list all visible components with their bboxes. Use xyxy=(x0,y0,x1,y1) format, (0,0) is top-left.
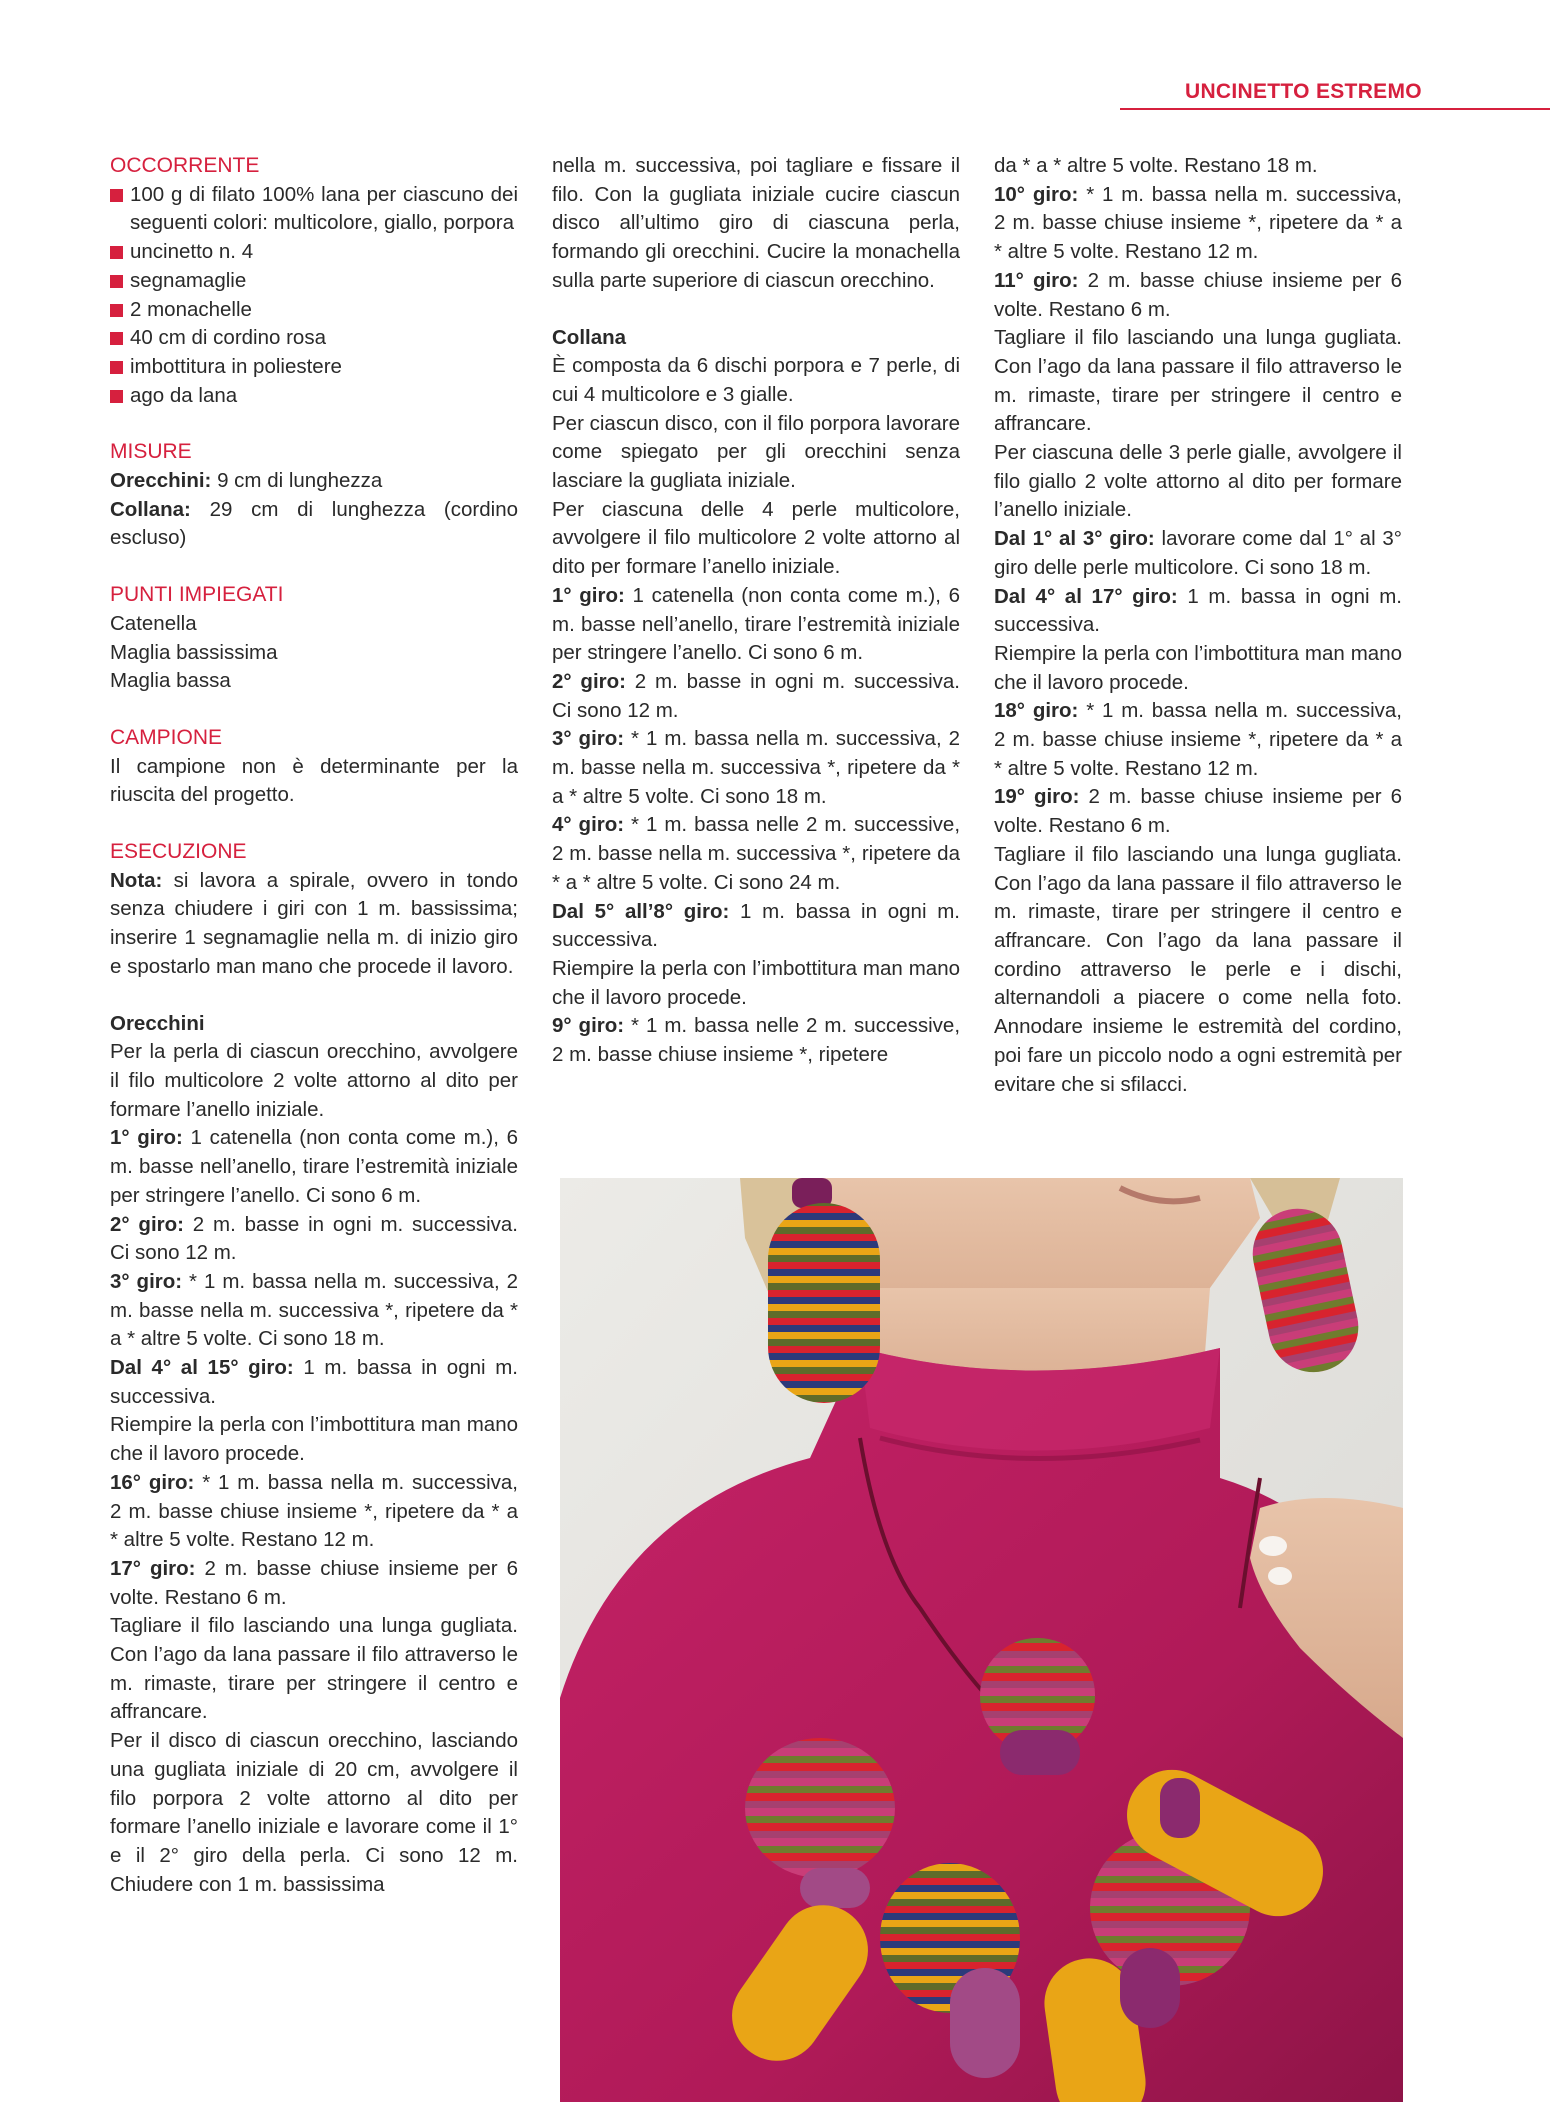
punto-item: Catenella xyxy=(110,611,197,635)
heading-esecuzione: ESECUZIONE xyxy=(110,840,247,864)
heading-orecchini: Orecchini xyxy=(110,1011,205,1035)
bullet-icon xyxy=(110,390,123,403)
instruction-row: 18° giro: * 1 m. bassa nella m. successiva, 2 m. basse chiuse insieme *, ripetere da * a * altre 5 volte. Restano 12 m. xyxy=(994,699,1402,780)
list-item: 100 g di filato 100% lana per ciascuno dei seguenti colori: multicolore, giallo, porpora xyxy=(110,181,518,238)
instruction-row: 9° giro: * 1 m. bassa nelle 2 m. successive, 2 m. basse chiuse insieme *, ripetere xyxy=(552,1014,961,1067)
bullet-icon xyxy=(110,246,123,259)
instruction-text: Per ciascun disco, con il filo porpora lavorare come spiegato per gli orecchini senza lasciare la gugliata iniziale. xyxy=(552,411,960,493)
instruction-row: 19° giro: 2 m. basse chiuse insieme per 6 volte. Restano 6 m. xyxy=(994,785,1402,838)
punto-item: Maglia bassissima xyxy=(110,640,278,664)
instruction-row: 3° giro: * 1 m. bassa nella m. successiva, 2 m. basse nella m. successiva *, ripetere da * a * altre 5 volte. Ci sono 18 m. xyxy=(110,1269,519,1351)
section-tag: UNCINETTO ESTREMO xyxy=(1185,80,1422,103)
nota-text: Nota: si lavora a spirale, ovvero in tondo senza chiudere i giri con 1 m. bassissima; inserire 1 segnamaglie nella m. di inizio giro e spostarlo man mano che procede il lavoro. xyxy=(110,868,518,978)
instruction-row: 17° giro: 2 m. basse chiuse insieme per 6 volte. Restano 6 m. xyxy=(110,1556,518,1609)
list-item: 40 cm di cordino rosa xyxy=(110,324,518,353)
instruction-text: Riempire la perla con l’imbottitura man mano che il lavoro procede. xyxy=(110,1413,518,1466)
collana-intro: È composta da 6 dischi porpora e 7 perle, di cui 4 multicolore e 3 gialle. xyxy=(552,354,960,406)
instruction-row: Dal 5° all’8° giro: 1 m. bassa in ogni m. successiva. xyxy=(552,899,960,952)
column-2 xyxy=(552,152,960,1070)
instruction-row: 3° giro: * 1 m. bassa nella m. successiva, 2 m. basse nella m. successiva *, ripetere da * a * altre 5 volte. Ci sono 18 m. xyxy=(552,727,961,808)
instruction-row: Dal 4° al 17° giro: 1 m. bassa in ogni m. successiva. xyxy=(994,584,1402,637)
bullet-icon xyxy=(110,332,123,345)
list-item: imbottitura in poliestere xyxy=(110,353,518,382)
list-item: ago da lana xyxy=(110,382,518,411)
instruction-row: 2° giro: 2 m. basse in ogni m. successiva. Ci sono 12 m. xyxy=(110,1212,519,1265)
orecchini-intro: Per la perla di ciascun orecchino, avvolgere il filo multicolore 2 volte attorno al dito per formare l’anello iniziale. xyxy=(110,1040,518,1121)
materials-list xyxy=(110,181,518,411)
heading-punti: PUNTI IMPIEGATI xyxy=(110,583,284,607)
instruction-row: Dal 1° al 3° giro: lavorare come dal 1° al 3° giro delle perle multicolore. Ci sono 18 m. xyxy=(994,527,1402,579)
instruction-row: Dal 4° al 15° giro: 1 m. bassa in ogni m. successiva. xyxy=(110,1356,518,1408)
heading-occorrente: OCCORRENTE xyxy=(110,154,260,177)
instruction-text: nella m. successiva, poi tagliare e fissare il filo. Con la gugliata iniziale cucire ciascun disco all’ultimo giro di ciascuna perla, formando gli orecchini. Cucire la monachella sulla parte superiore di ciascun orecchino. xyxy=(552,154,960,292)
campione-text: Il campione non è determinante per la riuscita del progetto. xyxy=(110,754,518,807)
bullet-icon xyxy=(110,189,123,202)
instruction-row: 4° giro: * 1 m. bassa nelle 2 m. successive, 2 m. basse nella m. successiva *, ripetere da * a * altre 5 volte. Ci sono 24 m. xyxy=(552,813,961,894)
instruction-text: Per ciascuna delle 4 perle multicolore, avvolgere il filo multicolore 2 volte attorno al dito per formare l’anello iniziale. xyxy=(552,497,960,579)
heading-campione: CAMPIONE xyxy=(110,725,223,749)
instruction-text: Tagliare il filo lasciando una lunga gugliata. Con l’ago da lana passare il filo attraverso le m. rimaste, tirare per stringere il centro e affrancare. xyxy=(110,1614,518,1724)
instruction-row: 2° giro: 2 m. basse in ogni m. successiva. Ci sono 12 m. xyxy=(552,669,961,722)
bullet-icon xyxy=(110,361,123,374)
instruction-text: Tagliare il filo lasciando una lunga gugliata. Con l’ago da lana passare il filo attraverso le m. rimaste, tirare per stringere il centro e affrancare. Con l’ago da lana passare il cordino attraverso le perle e i dischi, alternandoli a piacere o come nella foto. Annodare insieme le estremità del cordino, poi fare un piccolo nodo a ogni estremità per evitare che si sfilacci. xyxy=(994,842,1402,1096)
instruction-text: Tagliare il filo lasciando una lunga gugliata. Con l’ago da lana passare il filo attraverso le m. rimaste, tirare per stringere il centro e affrancare. xyxy=(994,326,1402,436)
heading-collana: Collana xyxy=(552,325,627,349)
misure-collana: Collana: 29 cm di lunghezza (cordino escluso) xyxy=(110,497,518,550)
instruction-text: da * a * altre 5 volte. Restano 18 m. xyxy=(994,154,1318,177)
punto-item: Maglia bassa xyxy=(110,669,231,693)
column-3 xyxy=(994,152,1402,1099)
bullet-icon xyxy=(110,275,123,288)
header-rule xyxy=(1120,108,1550,110)
list-item: segnamaglie xyxy=(110,267,518,296)
heading-misure: MISURE xyxy=(110,440,192,464)
instruction-text: Per ciascuna delle 3 perle gialle, avvolgere il filo giallo 2 volte attorno al dito per formare l’anello iniziale. xyxy=(994,441,1402,522)
bullet-icon xyxy=(110,304,123,317)
list-item: 2 monachelle xyxy=(110,296,518,325)
instruction-text: Riempire la perla con l’imbottitura man mano che il lavoro procede. xyxy=(552,956,960,1009)
product-photo xyxy=(560,1178,1403,2102)
instruction-row: 1° giro: 1 catenella (non conta come m.), 6 m. basse nell’anello, tirare l’estremità iniziale per stringere l’anello. Ci sono 6 m. xyxy=(110,1126,518,1207)
instruction-row: 11° giro: 2 m. basse chiuse insieme per 6 volte. Restano 6 m. xyxy=(994,268,1402,321)
instruction-row: 10° giro: * 1 m. bassa nella m. successiva, 2 m. basse chiuse insieme *, ripetere da * a * altre 5 volte. Restano 12 m. xyxy=(994,182,1402,264)
misure-orecchini: Orecchini: 9 cm di lunghezza xyxy=(110,469,383,493)
instruction-text: Per il disco di ciascun orecchino, lasciando una gugliata iniziale di 20 cm, avvolgere il filo porpora 2 volte attorno al dito per formare l’anello iniziale e lavorare come il 1° e il 2° giro della perla. Ci sono 12 m. Chiudere con 1 m. bassissima xyxy=(110,1729,518,1896)
instruction-text: Riempire la perla con l’imbottitura man mano che il lavoro procede. xyxy=(994,641,1402,694)
column-1 xyxy=(110,152,518,1899)
instruction-row: 1° giro: 1 catenella (non conta come m.), 6 m. basse nell’anello, tirare l’estremità iniziale per stringere l’anello. Ci sono 6 m. xyxy=(552,583,960,665)
instruction-row: 16° giro: * 1 m. bassa nella m. successiva, 2 m. basse chiuse insieme *, ripetere da * a * altre 5 volte. Restano 12 m. xyxy=(110,1470,518,1552)
list-item: uncinetto n. 4 xyxy=(110,238,518,267)
